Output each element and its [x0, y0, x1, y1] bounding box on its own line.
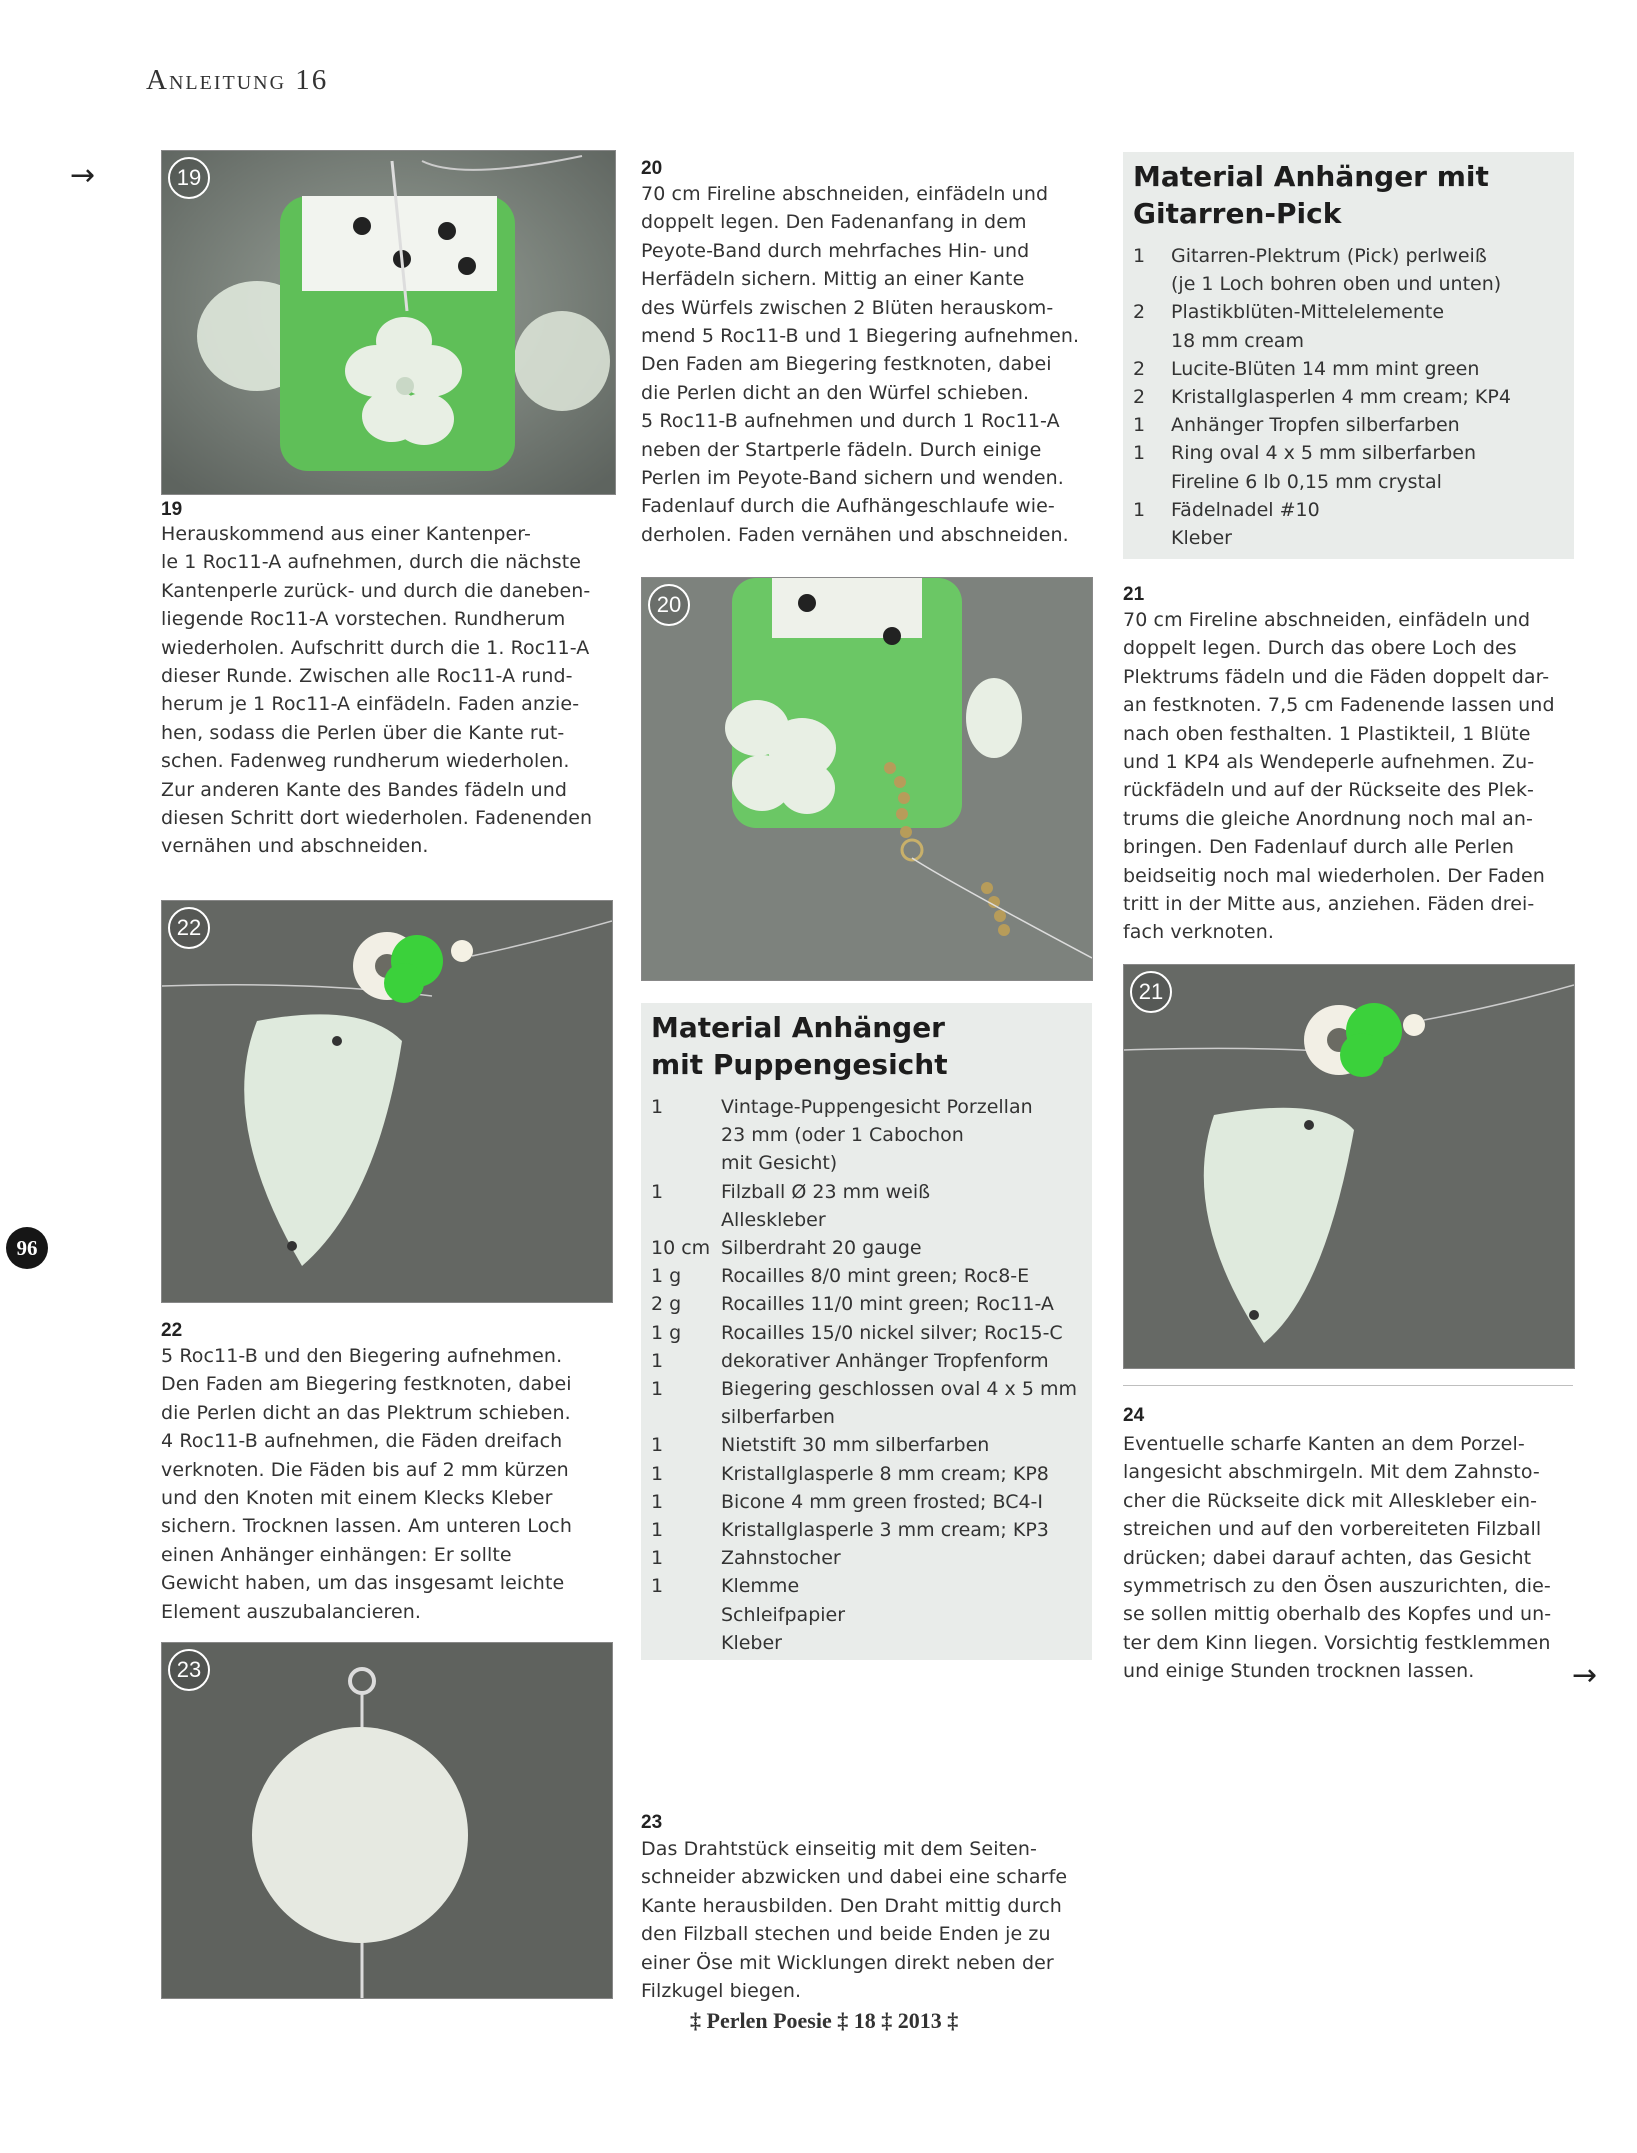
step-badge-23: 23 — [168, 1649, 210, 1691]
material-item — [651, 1488, 1092, 1516]
material-quantity: 1 — [651, 1378, 664, 1401]
material-quantity: 2 g — [651, 1293, 682, 1316]
material-list-pick — [1123, 236, 1574, 552]
material-quantity: 1 — [651, 1547, 664, 1570]
material-item — [651, 1347, 1092, 1375]
photo-step-23 — [161, 1642, 613, 1999]
material-description: Alleskleber — [721, 1208, 826, 1231]
material-description: 18 mm cream — [1171, 329, 1304, 352]
material-quantity — [651, 1629, 721, 1657]
material-description: Klemme — [721, 1575, 800, 1598]
arrow-right-icon: → — [70, 158, 96, 193]
material-description: Lucite-Blüten 14 mm mint green — [1171, 357, 1480, 380]
material-description: Plastikblüten-Mittelelemente — [1171, 301, 1445, 324]
material-quantity: 1 — [651, 1575, 664, 1598]
material-quantity: 1 — [1133, 442, 1146, 465]
section-title: Anleitung 16 — [146, 64, 329, 96]
pick-pendant-image — [162, 901, 612, 1302]
material-quantity: 1 — [1133, 414, 1146, 437]
material-description: Kristallglasperle 8 mm cream; KP8 — [721, 1462, 1049, 1485]
material-description: Filzball Ø 23 mm weiß — [721, 1180, 931, 1203]
step-number-20: 20 — [641, 158, 663, 179]
material-item — [651, 1121, 1092, 1149]
material-description: Biegering geschlossen oval 4 x 5 mm — [721, 1378, 1077, 1401]
material-description: Fireline 6 lb 0,15 mm crystal — [1171, 470, 1442, 493]
material-item — [651, 1403, 1092, 1431]
material-box-pick — [1123, 152, 1574, 559]
material-item — [1133, 242, 1574, 270]
photo-step-22 — [161, 900, 613, 1303]
step-badge-19: 19 — [168, 157, 210, 199]
material-item — [651, 1516, 1092, 1544]
material-item — [651, 1290, 1092, 1318]
material-item — [651, 1262, 1092, 1290]
material-item — [1133, 327, 1574, 355]
material-description: Kristallglasperle 3 mm cream; KP3 — [721, 1519, 1049, 1542]
material-quantity: 2 — [1133, 301, 1146, 324]
material-title-pick: Material Anhänger mit Gitarren-Pick — [1133, 160, 1489, 230]
material-quantity — [651, 1149, 721, 1177]
material-box-doll — [641, 1003, 1092, 1660]
felt-ball-image — [162, 1643, 612, 1998]
material-quantity: 1 — [651, 1349, 664, 1372]
step-number-24: 24 — [1123, 1405, 1145, 1426]
material-quantity — [1133, 327, 1171, 355]
material-item — [651, 1093, 1092, 1121]
material-description: Kleber — [721, 1631, 782, 1654]
material-quantity — [651, 1206, 721, 1234]
material-quantity: 1 — [651, 1519, 664, 1542]
material-description: Bicone 4 mm green frosted; BC4-I — [721, 1490, 1044, 1513]
material-description: Vintage-Puppengesicht Porzellan — [721, 1096, 1033, 1118]
material-item — [651, 1149, 1092, 1177]
step-number-23: 23 — [641, 1812, 663, 1833]
material-description: mit Gesicht) — [721, 1152, 838, 1175]
material-quantity: 1 g — [651, 1265, 682, 1288]
material-item — [651, 1431, 1092, 1459]
material-quantity: 1 — [651, 1434, 664, 1457]
material-item — [1133, 524, 1574, 552]
material-item — [1133, 496, 1574, 524]
material-item — [1133, 270, 1574, 298]
material-quantity: 10 cm — [651, 1237, 711, 1260]
material-description: (je 1 Loch bohren oben und unten) — [1171, 273, 1502, 296]
material-item — [651, 1319, 1092, 1347]
material-description: Schleifpapier — [721, 1603, 846, 1626]
beaded-dice-image — [162, 151, 615, 494]
column-divider — [1123, 1385, 1573, 1386]
material-description: Rocailles 15/0 nickel silver; Roc15-C — [721, 1321, 1063, 1344]
material-quantity: 2 — [1133, 357, 1146, 380]
material-quantity — [651, 1601, 721, 1629]
material-item — [651, 1601, 1092, 1629]
material-quantity: 2 — [1133, 386, 1146, 409]
material-description: Rocailles 11/0 mint green; Roc11-A — [721, 1293, 1054, 1316]
material-quantity: 1 — [1133, 498, 1146, 521]
material-description: Kleber — [1171, 527, 1232, 550]
step-text-23: Das Drahtstück einseitig mit dem Seiten- schneider abzwicken und dabei eine scharfe Kante herausbilden. Den Draht mittig durch den Filzball stechen und beide Enden je zu einer Öse mit Wicklungen direkt neben der Filzkugel biegen. — [641, 1838, 1068, 2003]
material-description: Silberdraht 20 gauge — [721, 1237, 922, 1260]
step-badge-20: 20 — [648, 584, 690, 626]
material-description: Gitarren-Plektrum (Pick) perlweiß — [1171, 245, 1487, 267]
material-quantity — [1133, 524, 1171, 552]
step-number-21: 21 — [1123, 584, 1145, 605]
material-quantity: 1 g — [651, 1321, 682, 1344]
material-item — [651, 1375, 1092, 1403]
material-quantity: 1 — [651, 1462, 664, 1485]
step-text-20: 70 cm Fireline abschneiden, einfädeln und doppelt legen. Den Fadenanfang in dem Peyote-Band durch mehrfaches Hin- und Herfädeln sichern. Mittig an einer Kante des Würfels zwischen 2 Blüten herauskom- mend 5 Roc11-B und 1 Biegering aufnehmen. Den Faden am Biegering festknoten, dabei die Perlen dicht an den Würfel schieben. 5 Roc11-B aufnehmen und durch 1 Roc11-A neben der Startperle fädeln. Durch einige Perlen im Peyote-Band sichern und wenden. Fadenlauf durch die Aufhängeschlaufe wie- derholen. Faden vernähen und abschneiden. — [641, 183, 1080, 546]
material-quantity — [1133, 270, 1171, 298]
dice-loop-image — [642, 578, 1092, 980]
step-badge-21: 21 — [1130, 971, 1172, 1013]
material-item — [651, 1178, 1092, 1206]
material-item — [1133, 383, 1574, 411]
material-item — [1133, 355, 1574, 383]
material-title-doll: Material Anhänger mit Puppengesicht — [651, 1011, 948, 1081]
step-number-22: 22 — [161, 1320, 183, 1341]
arrow-right-icon: → — [1572, 1658, 1598, 1693]
material-description: Fädelnadel #10 — [1171, 498, 1320, 521]
material-item — [651, 1572, 1092, 1600]
material-description: dekorativer Anhänger Tropfenform — [721, 1349, 1049, 1372]
footer-credit: ‡ Perlen Poesie ‡ 18 ‡ 2013 ‡ — [690, 2008, 959, 2033]
step-text-19: Herauskommend aus einer Kantenper- le 1 Roc11-A aufnehmen, durch die nächste Kantenperle zurück- und durch die daneben- liegende Roc11-A vorstechen. Rundherum wiederholen. Aufschritt durch die 1. Roc11-A dieser Runde. Zwischen alle Roc11-A rund- herum je 1 Roc11-A einfädeln. Faden anzie- hen, sodass die Perlen über die Kante rut- schen. Fadenweg rundherum wiederholen. Zur anderen Kante des Bandes fädeln und diesen Schritt dort wiederholen. Fadenenden vernähen und abschneiden. — [161, 523, 593, 858]
material-description: Rocailles 8/0 mint green; Roc8-E — [721, 1265, 1030, 1288]
material-quantity: 1 — [651, 1180, 664, 1203]
material-description: Kristallglasperlen 4 mm cream; KP4 — [1171, 386, 1511, 409]
material-quantity: 1 — [651, 1096, 664, 1118]
photo-step-20 — [641, 577, 1093, 981]
material-item — [1133, 411, 1574, 439]
material-quantity — [651, 1121, 721, 1149]
material-quantity — [651, 1403, 721, 1431]
photo-step-19 — [161, 150, 616, 495]
material-list-doll — [641, 1087, 1092, 1657]
material-quantity — [1133, 468, 1171, 496]
material-quantity: 1 — [1133, 245, 1146, 267]
material-item — [651, 1544, 1092, 1572]
step-badge-22: 22 — [168, 907, 210, 949]
material-item — [1133, 468, 1574, 496]
step-number-19: 19 — [161, 499, 183, 520]
material-item — [1133, 439, 1574, 467]
material-item — [651, 1206, 1092, 1234]
photo-step-21 — [1123, 964, 1575, 1369]
material-description: 23 mm (oder 1 Cabochon — [721, 1124, 964, 1147]
material-item — [651, 1460, 1092, 1488]
material-item — [651, 1234, 1092, 1262]
material-item — [651, 1629, 1092, 1657]
page-number-badge: 96 — [6, 1227, 48, 1269]
pick-assembly-image — [1124, 965, 1574, 1368]
material-description: Nietstift 30 mm silberfarben — [721, 1434, 990, 1457]
step-text-24: Eventuelle scharfe Kanten an dem Porzel- langesicht abschmirgeln. Mit dem Zahnsto- cher die Rückseite dick mit Alleskleber ein- streichen und auf den vorbereiteten Filzball drücken; dabei darauf achten, das Gesicht symmetrisch zu den Ösen auszurichten, die- se sollen mittig oberhalb des Kopfes und un- ter dem Kinn liegen. Vorsichtig festklemmen und einige Stunden trocknen lassen. — [1123, 1433, 1552, 1683]
material-description: Ring oval 4 x 5 mm silberfarben — [1171, 442, 1477, 465]
material-description: Anhänger Tropfen silberfarben — [1171, 414, 1460, 437]
material-quantity: 1 — [651, 1490, 664, 1513]
material-item — [1133, 298, 1574, 326]
material-description: Zahnstocher — [721, 1547, 841, 1570]
step-text-21: 70 cm Fireline abschneiden, einfädeln und doppelt legen. Durch das obere Loch des Plektrums fädeln und die Fäden doppelt dar- an festknoten. 7,5 cm Fadenende lassen und nach oben festhalten. 1 Plastikteil, 1 Blüte und 1 KP4 als Wendeperle aufnehmen. Zu- rückfädeln und auf der Rückseite des Plek- trums die gleiche Anordnung noch mal an- bringen. Den Fadenlauf durch alle Perlen beidseitig noch mal wiederholen. Der Faden tritt in der Mitte aus, anziehen. Fäden drei- fach verknoten. — [1123, 609, 1555, 944]
step-text-22: 5 Roc11-B und den Biegering aufnehmen. Den Faden am Biegering festknoten, dabei die Perlen dicht an das Plektrum schieben. 4 Roc11-B aufnehmen, die Fäden dreifach verknoten. Die Fäden bis auf 2 mm kürzen und den Knoten mit einem Klecks Kleber sichern. Trocknen lassen. Am unteren Loch einen Anhänger einhängen: Er sollte Gewicht haben, um das insgesamt leichte Element auszubalancieren. — [161, 1345, 572, 1623]
material-description: silberfarben — [721, 1406, 835, 1429]
